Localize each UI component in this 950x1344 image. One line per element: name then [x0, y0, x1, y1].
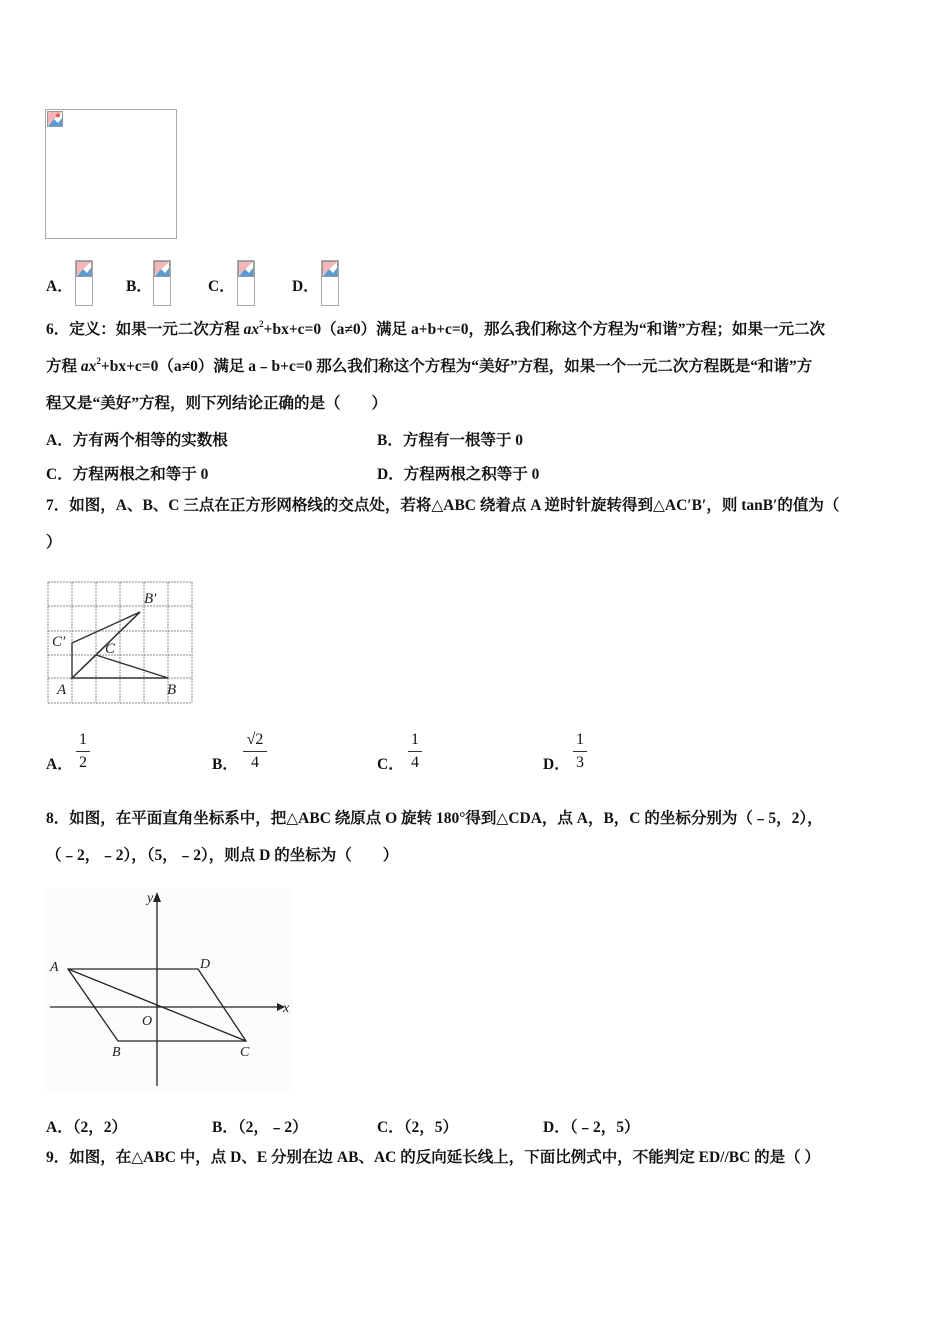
point-label-c: C	[240, 1045, 250, 1060]
q6-option-d[interactable]: D．方程两根之积等于 0	[377, 466, 540, 483]
q5-option-d-label[interactable]: D．	[292, 278, 319, 295]
numerator: 1	[576, 731, 584, 748]
q7-grid-figure	[47, 581, 194, 705]
q6-text-line-1	[46, 320, 825, 340]
q6-text-line-3: 程又是“美好”方程，则下列结论正确的是（ ）	[46, 395, 388, 412]
q7-option-c-fraction	[408, 731, 422, 772]
q8-text-line-1: 8．如图，在平面直角坐标系中，把△ABC 绕原点 O 旋转 180°得到△CDA，点 A，B，C 的坐标分别为（﹣5，2），	[46, 810, 823, 827]
q5-option-b-image[interactable]	[153, 260, 171, 306]
q8-option-c[interactable]: C．（2，5）	[377, 1119, 458, 1136]
q7-option-b-fraction	[243, 731, 267, 772]
q6-text-line-2	[46, 357, 812, 377]
broken-image-icon	[154, 261, 170, 277]
q6-text: +bx+c=0（a≠0）满足 a+b+c=0，那么我们称这个方程为“和谐”方程；如果一元二次	[263, 321, 826, 338]
question-figure-broken-image	[45, 109, 177, 239]
q5-option-c-label[interactable]: C．	[208, 278, 235, 295]
numerator: √2	[246, 731, 264, 748]
broken-image-icon	[76, 261, 92, 277]
q8-coordinate-figure	[45, 888, 293, 1090]
q5-option-c-image[interactable]	[237, 260, 255, 306]
q8-option-a[interactable]: A．（2，2）	[46, 1119, 127, 1136]
q7-option-c-label[interactable]: C．	[377, 756, 404, 773]
q6-text: 方程	[46, 358, 81, 375]
point-label-a: A	[50, 960, 59, 975]
numerator: 1	[411, 731, 419, 748]
q5-option-a-label[interactable]: A．	[46, 278, 73, 295]
q8-option-b[interactable]: B．（2，﹣2）	[212, 1119, 308, 1136]
q6-option-a[interactable]: A．方有两个相等的实数根	[46, 432, 228, 449]
q8-option-d[interactable]: D．（﹣2，5）	[543, 1119, 640, 1136]
q5-option-b-label[interactable]: B．	[126, 278, 152, 295]
point-label-d: D	[200, 957, 211, 972]
broken-image-icon	[238, 261, 254, 277]
denominator: 4	[411, 754, 419, 771]
point-label-a: A	[57, 682, 67, 698]
q7-text-line-2: ）	[46, 534, 62, 551]
point-label-b: B	[112, 1045, 121, 1060]
q7-option-d-fraction	[573, 731, 587, 772]
q6-superscript: 2	[96, 356, 101, 366]
q6-equation: ax	[243, 321, 260, 338]
q7-option-a-fraction	[76, 731, 90, 772]
q7-option-b-label[interactable]: B．	[212, 756, 238, 773]
point-label-b: B	[167, 682, 177, 698]
q6-option-b[interactable]: B．方程有一根等于 0	[377, 432, 523, 449]
broken-image-icon	[322, 261, 338, 277]
q7-text-line-1: 7．如图，A、B、C 三点在正方形网格线的交点处，若将△ABC 绕着点 A 逆时针旋转得到△AC′B′，则 tanB′的值为（	[46, 497, 840, 514]
point-label-c: C	[105, 641, 116, 657]
point-label-c-prime: C′	[52, 634, 66, 650]
denominator: 3	[576, 754, 584, 771]
broken-image-icon	[47, 111, 63, 127]
axis-label-y: y	[147, 891, 154, 906]
q6-text: +bx+c=0（a≠0）满足 a﹣b+c=0 那么我们称这个方程为“美好”方程，如果一个一元二次方程既是“和谐”方	[100, 358, 813, 375]
q7-option-a-label[interactable]: A．	[46, 756, 73, 773]
denominator: 2	[79, 754, 87, 771]
q6-option-c[interactable]: C．方程两根之和等于 0	[46, 466, 209, 483]
denominator: 4	[251, 754, 259, 771]
q5-option-d-image[interactable]	[321, 260, 339, 306]
q7-option-d-label[interactable]: D．	[543, 756, 570, 773]
q6-equation: ax	[80, 358, 97, 375]
q6-superscript: 2	[259, 319, 264, 329]
point-label-o: O	[142, 1014, 153, 1029]
q9-text-line-1: 9．如图，在△ABC 中，点 D、E 分别在边 AB、AC 的反向延长线上，下面比例式中，不能判定 ED//BC 的是（ ）	[46, 1149, 821, 1166]
axis-label-x: x	[283, 1001, 290, 1016]
q5-option-a-image[interactable]	[75, 260, 93, 306]
point-label-b-prime: B′	[144, 591, 157, 607]
q8-text-line-2: （﹣2，﹣2），（5，﹣2），则点 D 的坐标为（ ）	[46, 847, 399, 864]
numerator: 1	[79, 731, 87, 748]
q6-text: 6．定义：如果一元二次方程	[46, 321, 244, 338]
